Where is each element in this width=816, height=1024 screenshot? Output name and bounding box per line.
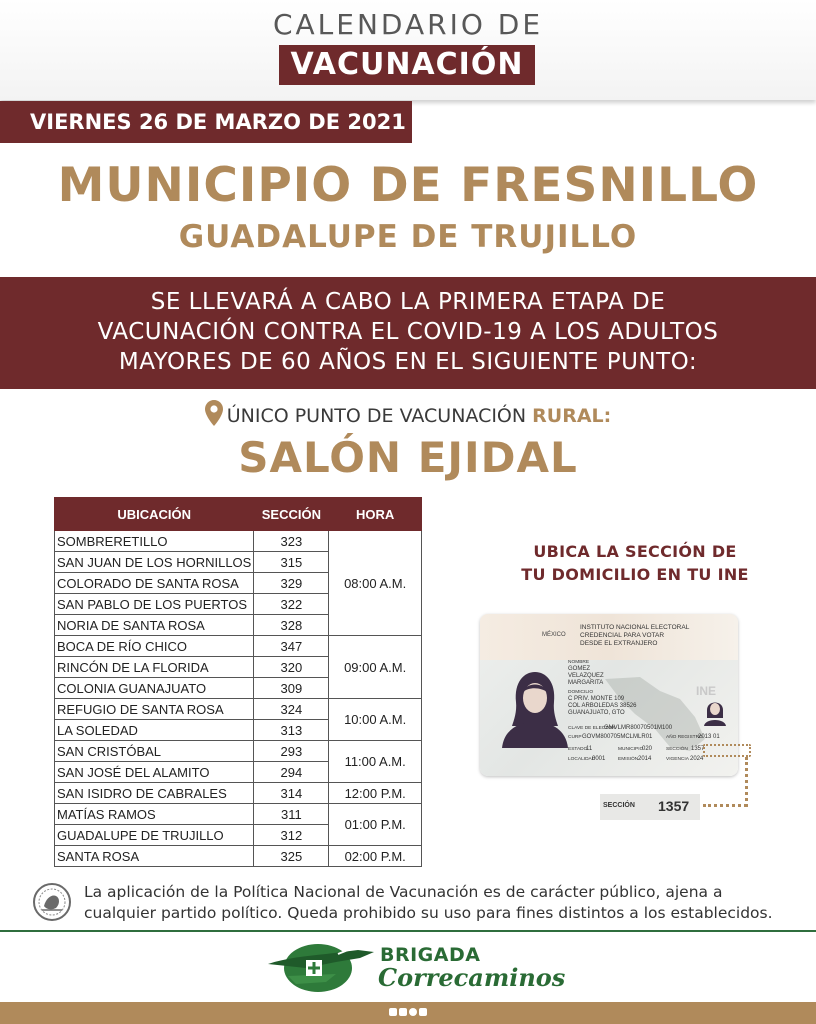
ine-caption-line2: TU DOMICILIO EN TU INE [521,565,749,584]
nombre-line: GOMEZ [568,666,590,672]
table-row [55,531,422,552]
card-institute-name: INSTITUTO NACIONAL ELECTORAL [580,624,690,631]
domicilio-line: GUANAJUATO, GTO [568,710,625,716]
header-title-line2: VACUNACIÓN [279,45,535,85]
nombre-line: VELAZQUEZ [568,673,604,679]
table-row [55,741,422,762]
location-cell: REFUGIO DE SANTA ROSA [55,699,254,720]
location-cell: SOMBRERETILLO [55,531,254,552]
nombre-value [568,666,604,687]
card-institute [580,624,689,648]
domicilio-line: COL ARBOLEDAS 38526 [568,703,637,709]
instagram-icon[interactable] [409,1008,417,1016]
location-cell: RINCÓN DE LA FLORIDA [55,657,254,678]
venue-name: SALÓN EJIDAL [238,433,578,482]
dotted-connector [745,757,748,807]
domicilio-label: DOMICILIO [568,690,594,695]
column-header-location: UBICACIÓN [55,498,254,531]
brand-name-line2: Correcaminos [378,963,566,992]
section-cell: 309 [254,678,329,699]
vaccination-point-text: ÚNICO PUNTO DE VACUNACIÓN [226,405,533,427]
map-pin-icon [205,400,223,426]
seccion-label: SECCIÓN [666,747,688,752]
localidad-label: LOCALIDAD [568,757,596,762]
nombre-line: MARGARITA [568,680,604,686]
section-callout-value: 1357 [658,798,690,814]
hour-cell: 12:00 P.M. [329,783,422,804]
location-cell: SAN CRISTÓBAL [55,741,254,762]
card-country: MÉXICO [542,632,566,638]
table-header-row [55,498,422,531]
location-cell: COLONIA GUANAJUATO [55,678,254,699]
table-row [55,636,422,657]
location-cell: SAN JOSÉ DEL ALAMITO [55,762,254,783]
ine-watermark: INE [696,684,717,698]
roadrunner-logo-icon [266,938,376,996]
facebook-icon[interactable] [389,1008,397,1016]
dotted-connector [703,804,747,807]
header-title-line1: CALENDARIO DE [272,8,544,41]
announcement-line: VACUNACIÓN CONTRA EL COVID-19 A LOS ADULTOS [97,319,719,345]
column-header-hour: HORA [329,498,422,531]
municipio-title: MUNICIPIO DE FRESNILLO [57,158,759,213]
woman-portrait-icon [496,664,574,748]
youtube-icon[interactable] [419,1008,427,1016]
announcement-line: SE LLEVARÁ A CABO LA PRIMERA ETAPA DE [150,289,666,315]
card-abroad: DESDE EL EXTRANJERO [580,640,658,647]
table-row [55,699,422,720]
section-cell: 347 [254,636,329,657]
location-cell: MATÍAS RAMOS [55,804,254,825]
announcement-banner [0,277,816,389]
footer-bar [0,1002,816,1024]
disclaimer-text [84,882,784,924]
emision-value: 2014 [638,756,652,762]
ine-caption [470,540,800,586]
ine-credential-card [480,614,738,776]
section-cell: 320 [254,657,329,678]
registro-label: AÑO REGISTRO [666,735,703,740]
section-highlight-box [703,744,751,757]
location-cell: SAN PABLO DE LOS PUERTOS [55,594,254,615]
location-cell: COLORADO DE SANTA ROSA [55,573,254,594]
location-cell: SAN ISIDRO DE CABRALES [55,783,254,804]
section-callout-label: SECCIÓN [603,802,635,809]
mini-portrait-icon [702,696,728,726]
emision-label: EMISIÓN [618,757,639,762]
schedule-table [54,497,422,867]
section-cell: 323 [254,531,329,552]
localidad-title: GUADALUPE DE TRUJILLO [178,219,638,255]
hour-cell: 10:00 A.M. [329,699,422,741]
section-cell: 328 [254,615,329,636]
seccion-value: 1357 [691,746,705,752]
section-cell: 293 [254,741,329,762]
section-cell: 312 [254,825,329,846]
brand-name-line1: BRIGADA [380,944,481,966]
disclaimer-line: La aplicación de la Política Nacional de Vacunación es de carácter público, ajena a [84,883,723,901]
hour-cell: 09:00 A.M. [329,636,422,699]
registro-value: 2013 01 [698,734,720,740]
hour-cell: 08:00 A.M. [329,531,422,636]
clave-value: GMVLMR80070501M100 [604,725,673,731]
hour-cell: 11:00 A.M. [329,741,422,783]
mexico-seal-icon [32,882,72,922]
location-cell: GUADALUPE DE TRUJILLO [55,825,254,846]
section-callout [600,794,700,820]
estado-value: 11 [586,746,593,752]
location-cell: SANTA ROSA [55,846,254,867]
location-cell: SAN JUAN DE LOS HORNILLOS [55,552,254,573]
hour-cell: 02:00 P.M. [329,846,422,867]
section-cell: 311 [254,804,329,825]
table-row [55,783,422,804]
curp-label: CURP [568,735,582,740]
hour-cell: 01:00 P.M. [329,804,422,846]
municipio-label: MUNICIPIO [618,747,644,752]
column-header-section: SECCIÓN [254,498,329,531]
section-cell: 322 [254,594,329,615]
disclaimer-line: cualquier partido político. Queda prohibido su uso para fines distintos a los establecidos. [84,904,773,922]
section-cell: 315 [254,552,329,573]
date-banner: VIERNES 26 DE MARZO DE 2021 [0,101,412,143]
curp-value: GOVM800705MCLMLR01 [582,734,653,740]
location-cell: BOCA DE RÍO CHICO [55,636,254,657]
clave-label: CLAVE DE ELECTOR [568,726,616,731]
vigencia-value: 2024 [690,756,704,762]
twitter-icon[interactable] [399,1008,407,1016]
ine-caption-line1: UBICA LA SECCIÓN DE [533,542,737,561]
table-row [55,846,422,867]
rural-label: RURAL: [532,405,612,427]
table-row [55,804,422,825]
card-credential-type: CREDENCIAL PARA VOTAR [580,632,665,639]
section-cell: 325 [254,846,329,867]
localidad-value: 0001 [592,756,606,762]
vaccination-point-label [0,400,816,427]
location-cell: NORIA DE SANTA ROSA [55,615,254,636]
municipio-value: 020 [642,746,653,752]
estado-label: ESTADO [568,747,588,752]
section-cell: 294 [254,762,329,783]
section-cell: 329 [254,573,329,594]
section-cell: 313 [254,720,329,741]
announcement-line: MAYORES DE 60 AÑOS EN EL SIGUIENTE PUNTO: [118,349,698,375]
location-cell: LA SOLEDAD [55,720,254,741]
vigencia-label: VIGENCIA [666,757,689,762]
section-cell: 324 [254,699,329,720]
domicilio-value [568,696,636,717]
footer-divider [0,930,816,932]
nombre-label: NOMBRE [568,660,590,665]
section-cell: 314 [254,783,329,804]
domicilio-line: C PRIV. MONTE 109 [568,696,625,702]
